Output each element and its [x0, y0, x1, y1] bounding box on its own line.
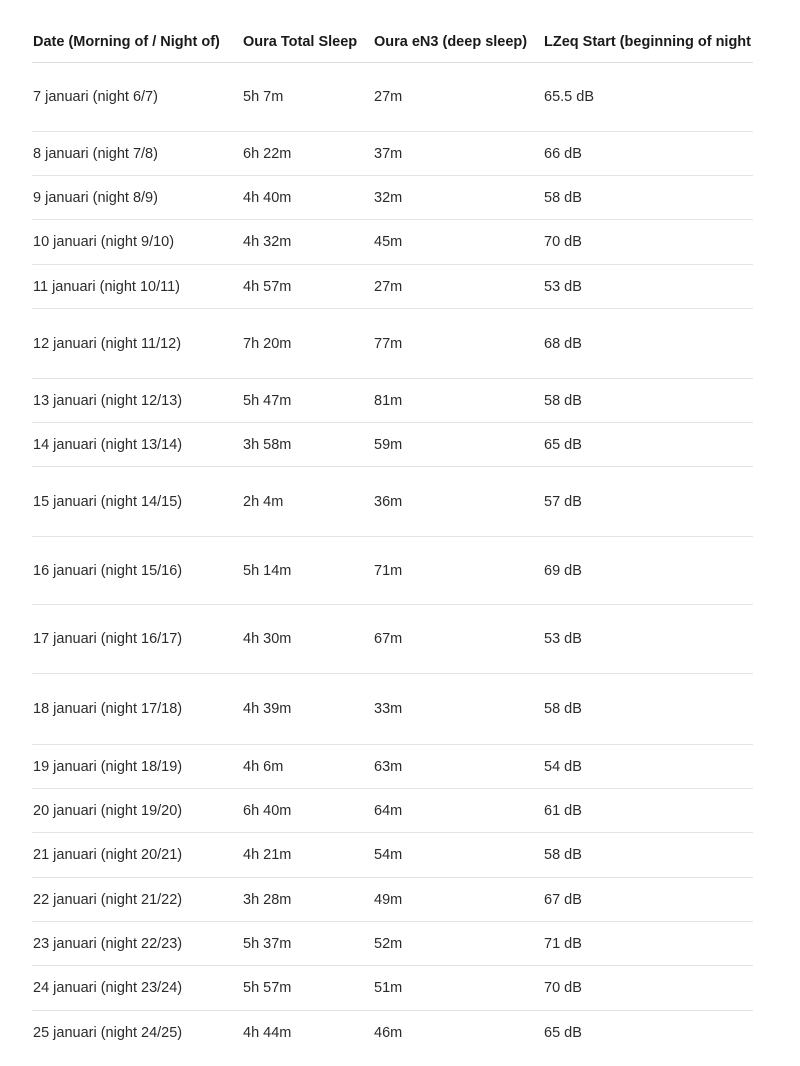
table-row	[32, 922, 753, 966]
cell-total-sleep: 2h 4m	[242, 467, 373, 537]
cell-lzeq-start: 70 dB	[543, 966, 753, 1011]
header-row	[32, 22, 753, 63]
table-row	[32, 265, 753, 309]
cell-total-sleep: 4h 6m	[242, 745, 373, 789]
table-header	[32, 22, 753, 63]
cell-lzeq-start: 65.5 dB	[543, 63, 753, 132]
cell-deep-sleep: 59m	[373, 423, 543, 467]
cell-date: 7 januari (night 6/7)	[32, 63, 242, 132]
cell-lzeq-start: 66 dB	[543, 132, 753, 176]
cell-total-sleep: 5h 57m	[242, 966, 373, 1011]
cell-lzeq-start: 70 dB	[543, 220, 753, 265]
cell-lzeq-start: 65 dB	[543, 423, 753, 467]
cell-lzeq-start: 65 dB	[544, 1024, 582, 1041]
cell-date: 22 januari (night 21/22)	[32, 878, 242, 922]
cell-lzeq-start: 54 dB	[543, 745, 753, 789]
cell-deep-sleep: 71m	[373, 537, 543, 605]
cell-date: 24 januari (night 23/24)	[32, 966, 242, 1011]
cell-total-sleep: 4h 44m	[243, 1024, 292, 1041]
table-row	[32, 423, 753, 467]
cell-date: 10 januari (night 9/10)	[32, 220, 242, 265]
table-row	[32, 63, 753, 132]
table-row	[32, 745, 753, 789]
cell-date: 15 januari (night 14/15)	[32, 467, 242, 537]
cell-deep-sleep: 51m	[373, 966, 543, 1011]
cell-deep-sleep: 54m	[373, 833, 543, 878]
cell-date: 14 januari (night 13/14)	[32, 423, 242, 467]
table-row	[32, 966, 753, 1011]
table-row	[32, 379, 753, 423]
cell-date: 20 januari (night 19/20)	[32, 789, 242, 833]
cell-lzeq-start: 58 dB	[543, 379, 753, 423]
cell-date: 16 januari (night 15/16)	[32, 537, 242, 605]
cell-date: 17 januari (night 16/17)	[32, 605, 242, 674]
cell-date: 23 januari (night 22/23)	[32, 922, 242, 966]
table-row	[32, 220, 753, 265]
cell-lzeq-start: 69 dB	[543, 537, 753, 605]
cell-deep-sleep: 36m	[373, 467, 543, 537]
cell-deep-sleep: 64m	[373, 789, 543, 833]
cell-deep-sleep: 27m	[373, 63, 543, 132]
table-row	[32, 789, 753, 833]
table-row	[32, 132, 753, 176]
table-row	[32, 833, 753, 878]
table-body	[32, 63, 753, 1055]
table-row	[32, 674, 753, 745]
cell-lzeq-start: 67 dB	[543, 878, 753, 922]
table-row	[32, 537, 753, 605]
cell-lzeq-start: 58 dB	[543, 833, 753, 878]
header-date: Date (Morning of / Night of)	[32, 22, 242, 63]
sleep-data-table-container	[32, 22, 753, 1054]
cell-lzeq-start: 57 dB	[543, 467, 753, 537]
cell-deep-sleep: 77m	[373, 309, 543, 379]
cell-date: 9 januari (night 8/9)	[32, 176, 242, 220]
cell-total-sleep: 5h 14m	[242, 537, 373, 605]
cell-total-sleep: 5h 37m	[242, 922, 373, 966]
cell-total-sleep: 5h 7m	[242, 63, 373, 132]
cell-deep-sleep: 37m	[373, 132, 543, 176]
cell-total-sleep: 3h 28m	[242, 878, 373, 922]
cell-deep-sleep: 27m	[373, 265, 543, 309]
cell-date: 19 januari (night 18/19)	[32, 745, 242, 789]
cell-deep-sleep: 67m	[373, 605, 543, 674]
sleep-data-table	[32, 22, 753, 1054]
table-row	[32, 605, 753, 674]
cell-total-sleep: 4h 21m	[242, 833, 373, 878]
header-lzeq-start: LZeq Start (beginning of night	[543, 22, 753, 63]
cell-deep-sleep: 45m	[373, 220, 543, 265]
cell-total-sleep: 4h 39m	[242, 674, 373, 745]
cell-lzeq-start: 53 dB	[543, 605, 753, 674]
cell-lzeq-start: 58 dB	[543, 176, 753, 220]
header-deep-sleep: Oura eN3 (deep sleep)	[373, 22, 543, 63]
cell-deep-sleep: 63m	[373, 745, 543, 789]
cell-lzeq-start: 71 dB	[543, 922, 753, 966]
cell-total-sleep: 7h 20m	[242, 309, 373, 379]
cell-total-sleep: 4h 40m	[242, 176, 373, 220]
cell-lzeq-start: 68 dB	[543, 309, 753, 379]
cell-total-sleep: 6h 22m	[242, 132, 373, 176]
cell-date: 21 januari (night 20/21)	[32, 833, 242, 878]
table-row	[32, 176, 753, 220]
cell-total-sleep: 4h 32m	[242, 220, 373, 265]
cell-deep-sleep: 46m	[374, 1024, 403, 1041]
cell-lzeq-start: 61 dB	[543, 789, 753, 833]
cell-deep-sleep: 33m	[373, 674, 543, 745]
cell-deep-sleep: 49m	[373, 878, 543, 922]
cell-deep-sleep: 81m	[373, 379, 543, 423]
header-total-sleep: Oura Total Sleep	[242, 22, 373, 63]
cell-date: 8 januari (night 7/8)	[32, 132, 242, 176]
cell-date: 13 januari (night 12/13)	[32, 379, 242, 423]
cell-total-sleep: 5h 47m	[242, 379, 373, 423]
table-row	[32, 467, 753, 537]
cell-total-sleep: 3h 58m	[242, 423, 373, 467]
cell-lzeq-start: 53 dB	[543, 265, 753, 309]
cell-lzeq-start: 58 dB	[543, 674, 753, 745]
cell-deep-sleep: 52m	[373, 922, 543, 966]
cell-deep-sleep: 32m	[373, 176, 543, 220]
cell-date: 18 januari (night 17/18)	[32, 674, 242, 745]
cell-total-sleep: 4h 57m	[242, 265, 373, 309]
table-row	[32, 878, 753, 922]
cell-date: 25 januari (night 24/25)	[33, 1024, 183, 1041]
table-row	[32, 1011, 753, 1055]
cell-date: 11 januari (night 10/11)	[32, 265, 242, 309]
cell-date: 12 januari (night 11/12)	[32, 309, 242, 379]
cell-total-sleep: 4h 30m	[242, 605, 373, 674]
table-row	[32, 309, 753, 379]
cell-total-sleep: 6h 40m	[242, 789, 373, 833]
